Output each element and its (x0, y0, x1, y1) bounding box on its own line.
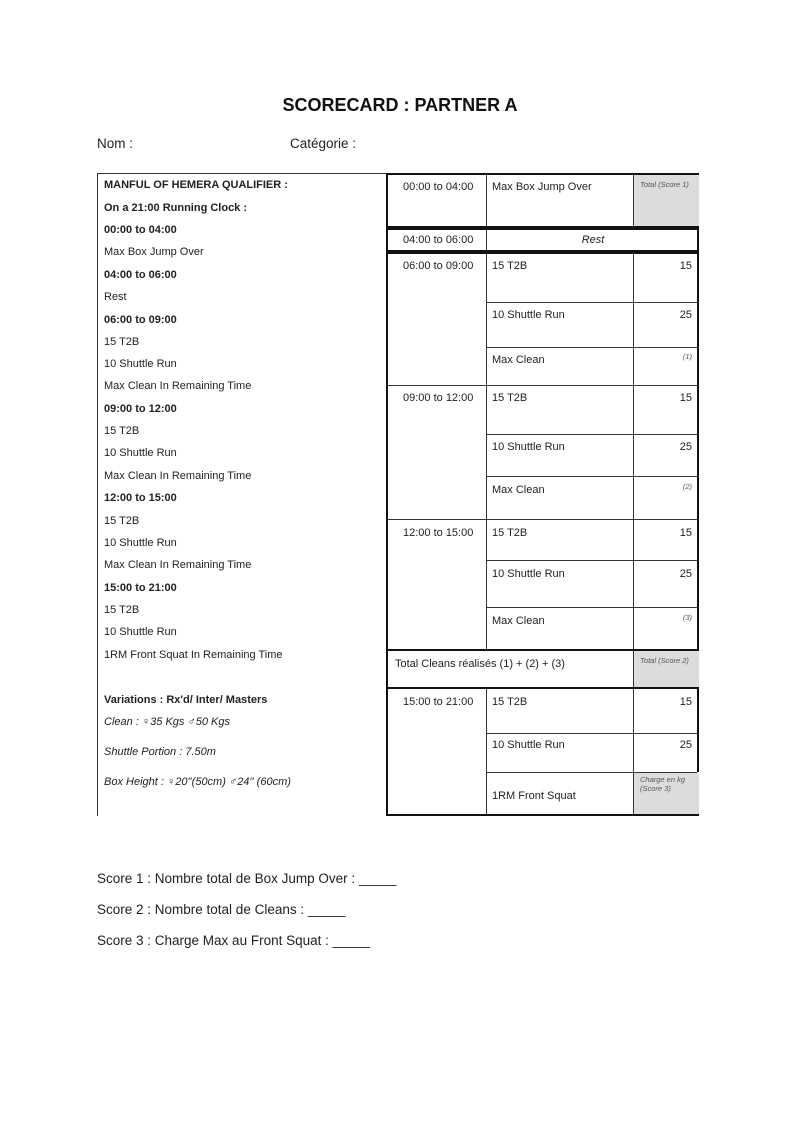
rep-target: 15 (679, 696, 692, 708)
block-movement: 10 Shuttle Run (104, 447, 177, 459)
total-cleans-label: Total Cleans réalisés (1) + (2) + (3) (395, 658, 565, 670)
time-range: 00:00 to 04:00 (403, 181, 474, 193)
score2-line: Score 2 : Nombre total de Cleans : _____ (97, 902, 346, 917)
time-range: 12:00 to 15:00 (403, 527, 474, 539)
movement: 15 T2B (492, 260, 528, 272)
movement: Max Clean (492, 615, 545, 627)
block-time: 04:00 to 06:00 (104, 269, 177, 281)
time-range: 04:00 to 06:00 (403, 234, 474, 246)
block-movement: 15 T2B (104, 515, 140, 527)
score-table-cleans (386, 252, 699, 651)
block-time: 00:00 to 04:00 (104, 224, 177, 236)
event-title: MANFUL OF HEMERA QUALIFIER : (104, 179, 288, 191)
block-movement: Rest (104, 291, 127, 303)
block-time: 15:00 to 21:00 (104, 582, 177, 594)
time-range: 09:00 to 12:00 (403, 392, 474, 404)
movement: 10 Shuttle Run (492, 309, 565, 321)
rep-target: 15 (679, 527, 692, 539)
block-movement: 15 T2B (104, 336, 140, 348)
movement: Max Clean (492, 484, 545, 496)
block-time: 09:00 to 12:00 (104, 403, 177, 415)
clean-score-marker: (2) (682, 482, 692, 491)
movement: 15 T2B (492, 696, 528, 708)
rep-target: 25 (679, 441, 692, 453)
movement: 1RM Front Squat (492, 790, 576, 802)
score1-line: Score 1 : Nombre total de Box Jump Over : _____ (97, 871, 397, 886)
movement: 15 T2B (492, 392, 528, 404)
variations-title: Variations : Rx'd/ Inter/ Masters (104, 694, 268, 706)
rep-target: 15 (679, 392, 692, 404)
time-range: 06:00 to 09:00 (403, 260, 474, 272)
movement: 10 Shuttle Run (492, 568, 565, 580)
movement: Max Clean (492, 354, 545, 366)
block-movement: 15 T2B (104, 425, 140, 437)
time-range: 15:00 to 21:00 (403, 696, 474, 708)
block-movement: 15 T2B (104, 604, 140, 616)
score-table-front-squat (386, 687, 699, 816)
charge-label: Charge en kg (640, 775, 686, 784)
score3-cell-label: (Score 3) (640, 784, 671, 793)
block-movement: 10 Shuttle Run (104, 626, 177, 638)
score3-line: Score 3 : Charge Max au Front Squat : _____ (97, 933, 371, 948)
score-table-box-jump (386, 173, 699, 228)
rest-label: Rest (581, 234, 605, 246)
clean-score-marker: (3) (682, 613, 692, 622)
nom-label: Nom : (97, 136, 134, 151)
rep-target: 15 (679, 260, 692, 272)
block-time: 12:00 to 15:00 (104, 492, 177, 504)
block-movement: Max Box Jump Over (104, 246, 204, 258)
shuttle-portion: Shuttle Portion : 7.50m (104, 746, 216, 758)
total-cleans-row (386, 649, 699, 689)
rep-target: 25 (679, 739, 692, 751)
movement: Max Box Jump Over (492, 181, 592, 193)
block-movement: Max Clean In Remaining Time (104, 470, 252, 482)
clock-note: On a 21:00 Running Clock : (104, 202, 248, 214)
block-movement: Max Clean In Remaining Time (104, 559, 252, 571)
rest-row (386, 228, 699, 252)
block-movement: 10 Shuttle Run (104, 358, 177, 370)
page-title: SCORECARD : PARTNER A (282, 95, 518, 115)
clean-weights: Clean : ♀35 Kgs ♂50 Kgs (104, 716, 230, 728)
block-time: 06:00 to 09:00 (104, 314, 177, 326)
block-movement: 1RM Front Squat In Remaining Time (104, 649, 283, 661)
movement: 15 T2B (492, 527, 528, 539)
categorie-label: Catégorie : (290, 136, 357, 151)
block-movement: Max Clean In Remaining Time (104, 380, 252, 392)
rep-target: 25 (679, 568, 692, 580)
box-height: Box Height : ♀20''(50cm) ♂24'' (60cm) (104, 776, 291, 788)
movement: 10 Shuttle Run (492, 441, 565, 453)
movement: 10 Shuttle Run (492, 739, 565, 751)
rep-target: 25 (679, 309, 692, 321)
block-movement: 10 Shuttle Run (104, 537, 177, 549)
score2-cell-label: Total (Score 2) (640, 656, 689, 665)
score1-cell-label: Total (Score 1) (640, 180, 689, 189)
clean-score-marker: (1) (682, 352, 692, 361)
